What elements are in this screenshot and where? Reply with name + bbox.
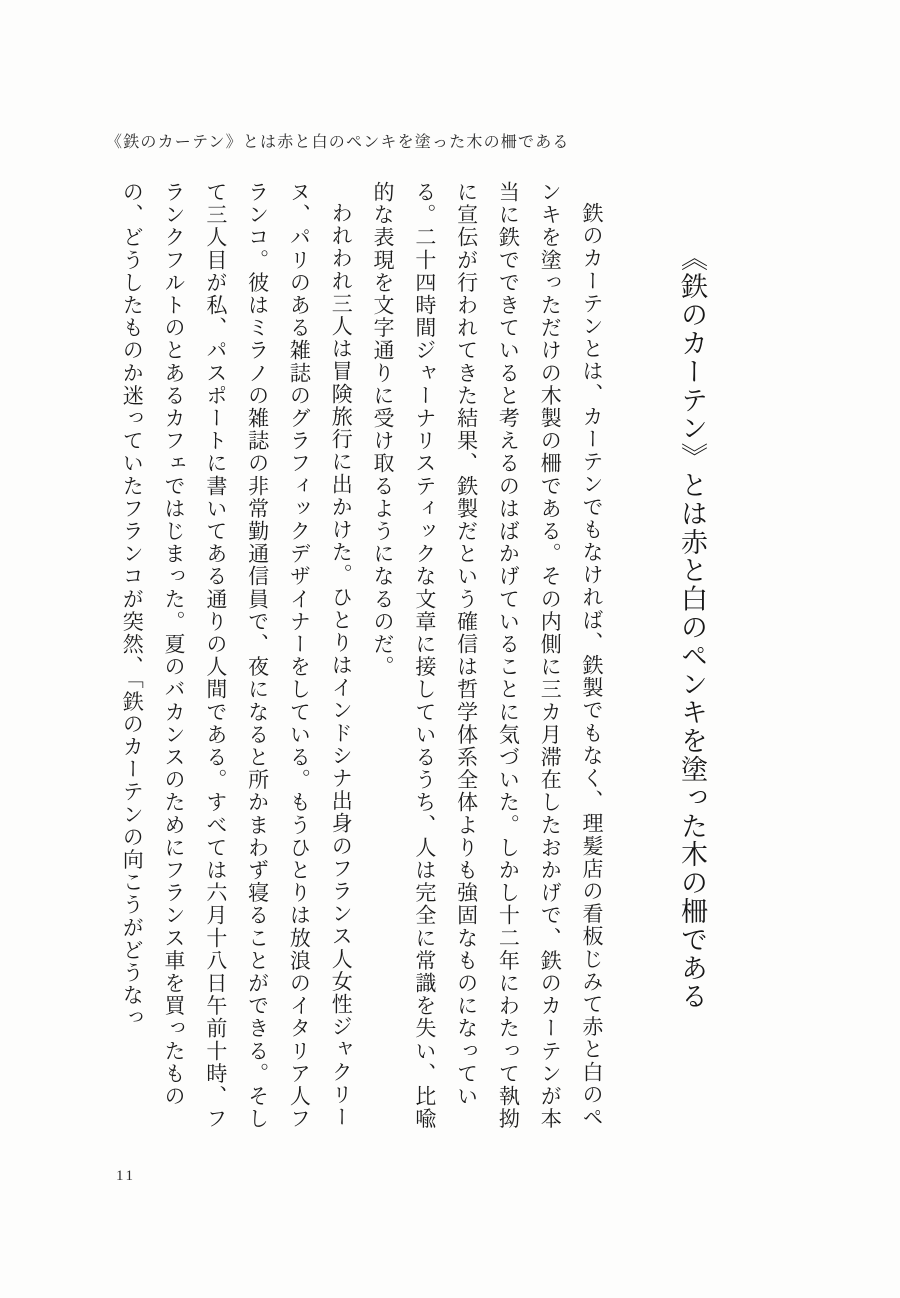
body-text [110, 181, 612, 1135]
paragraph-2: われわれ三人は冒険旅行に出かけた。ひとりはインドシナ出身のフランス人女性ジャクリーヌ、パリのある雑誌のグラフィックデザイナーをしている。もうひとりは放浪のイタリア人フランコ。彼はミラノの雑誌の非常勤通信員で、夜になると所かまわず寝ることができる。そして三人目が私、パスポートに書いてある通りの人間である。すべては六月十八日午前十時、フランクフルトのとあるカフェではじまった。夏のバカンスのためにフランス車を買ったものの、どうしたものか迷っていたフランコが突然、「鉄のカーテンの向こうがどうなっ [120, 181, 354, 1131]
paragraph-1: 鉄のカーテンとは、カーテンでもなければ、鉄製でもなく、理髪店の看板じみて赤と白のペンキを塗っただけの木製の柵である。その内側に三カ月滞在したおかげで、鉄のカーテンが本当に鉄でできていると考えるのはばかげていることに気づいた。しかし十二年にわたって執拗に宣伝が行われてきた結果、鉄製だという確信は哲学体系全体よりも強固なものになっている。二十四時間ジャーナリスティックな文章に接しているうち、人は完全に常識を失い、比喩的な表現を文字通りに受け取るようになるのだ。 [371, 181, 604, 1131]
page-number: 11 [116, 1168, 136, 1184]
running-header: 《鉄のカーテン》とは赤と白のペンキを塗った木の柵である [106, 134, 570, 151]
chapter-title: 《鉄のカーテン》とは赤と白のペンキを塗った木の柵である [677, 244, 707, 1011]
